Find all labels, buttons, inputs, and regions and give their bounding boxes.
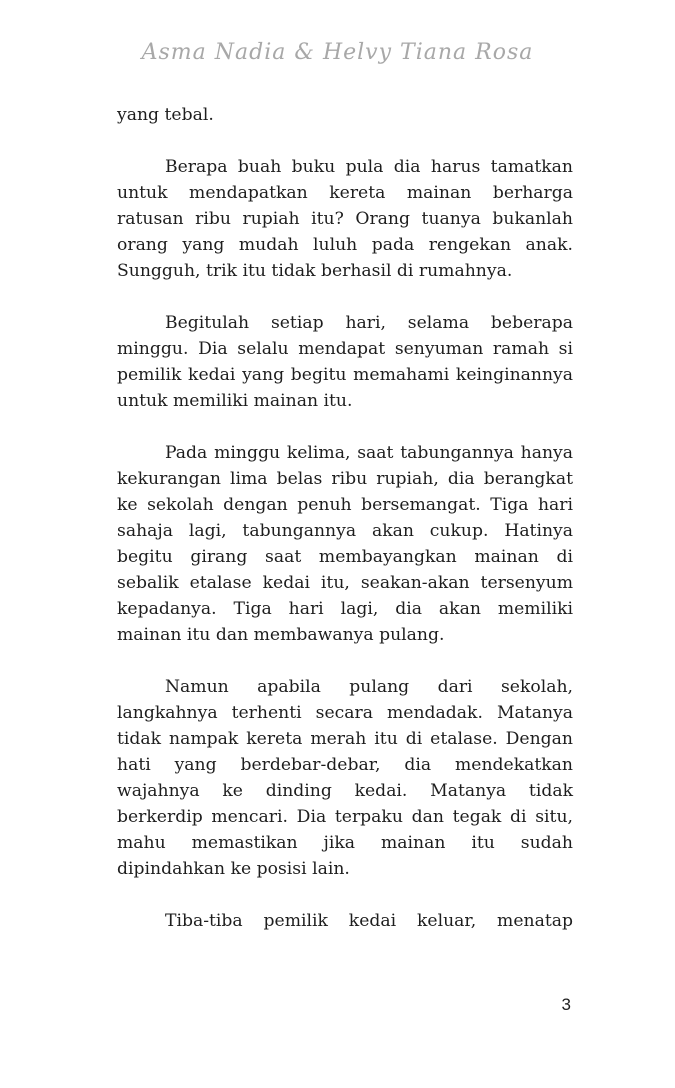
paragraph-continuation: yang tebal. (117, 105, 214, 125)
paragraph-continues-next-page: Tiba-tiba pemilik kedai keluar, menatap (165, 911, 573, 931)
page-body (117, 102, 573, 960)
paragraph: Namun apabila pulang dari sekolah, langkahnya terhenti secara mendadak. Matanya tidak nampak kereta merah itu di etalase. Dengan hati yang berdebar-debar, dia mendekatkan wajahnya ke dinding kedai. Matanya tidak berkerdip mencari. Dia terpaku dan tegak di situ, mahu memastikan jika mainan itu sudah dipindahkan ke posisi lain. (117, 677, 573, 879)
paragraph: Berapa buah buku pula dia harus tamatkan untuk mendapatkan kereta mainan berharga ratusan ribu rupiah itu? Orang tuanya bukanlah orang yang mudah luluh pada rengekan anak. Sungguh, trik itu tidak berhasil di rumahnya. (117, 157, 573, 281)
paragraph: Begitulah setiap hari, selama beberapa minggu. Dia selalu mendapat senyuman ramah si pemilik kedai yang begitu memahami keinginannya untuk memiliki mainan itu. (117, 313, 573, 411)
running-header: Asma Nadia & Helvy Tiana Rosa (141, 40, 534, 65)
page-number: 3 (561, 995, 571, 1014)
paragraph: Pada minggu kelima, saat tabungannya hanya kekurangan lima belas ribu rupiah, dia berangkat ke sekolah dengan penuh bersemangat. Tiga hari sahaja lagi, tabungannya akan cukup. Hatinya begitu girang saat membayangkan mainan di sebalik etalase kedai itu, seakan-akan tersenyum kepadanya. Tiga hari lagi, dia akan memiliki mainan itu dan membawanya pulang. (117, 443, 573, 645)
